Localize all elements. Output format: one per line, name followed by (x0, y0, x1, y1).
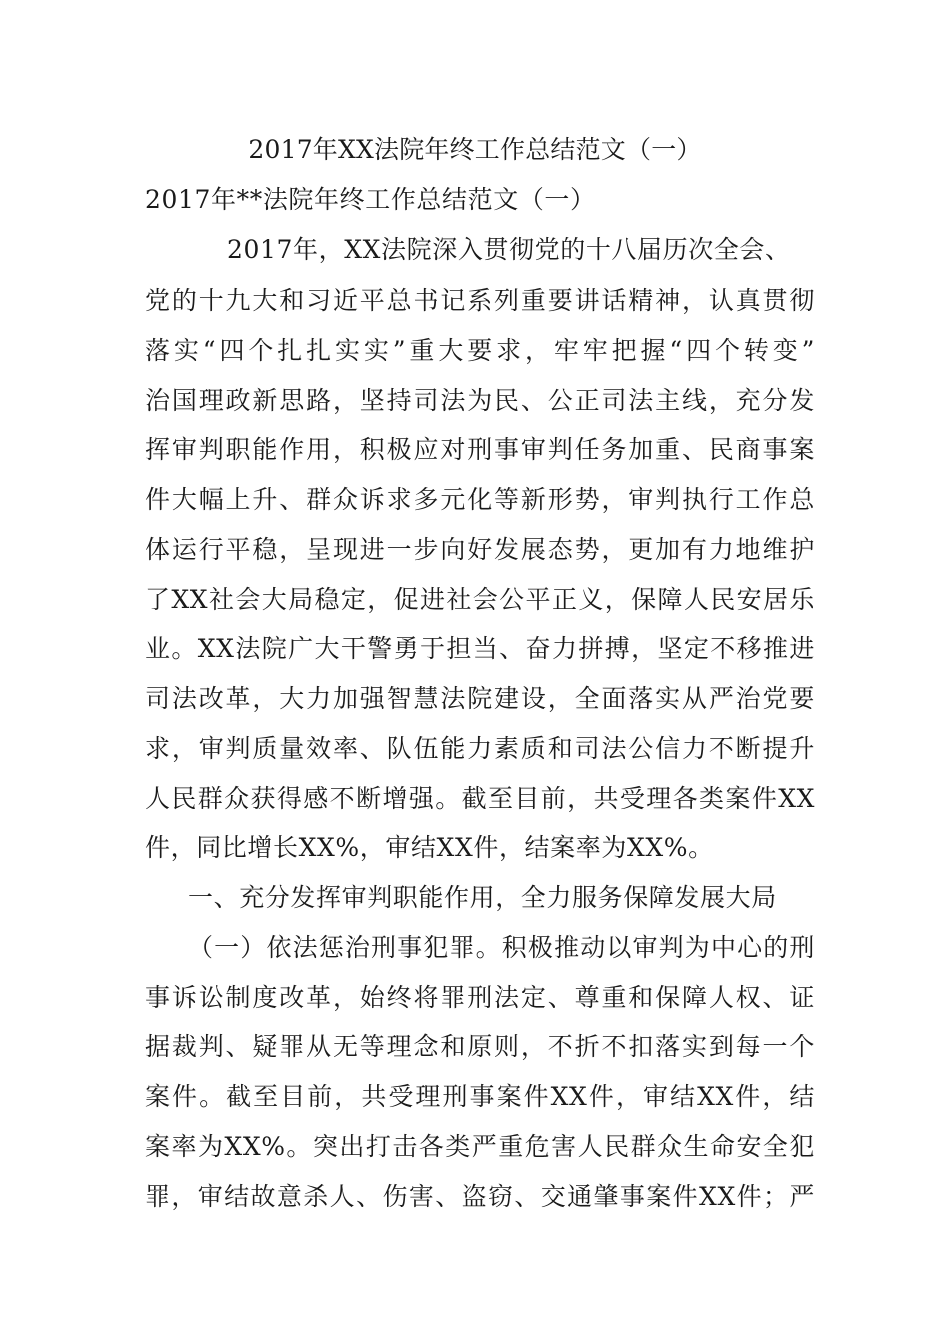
paragraph-line: （一）依法惩治刑事犯罪。积极推动以审判为中心的刑 (188, 933, 815, 962)
paragraph-line: 挥审判职能作用，积极应对刑事审判任务加重、民商事案 (145, 435, 815, 464)
paragraph-line: 案率为XX%。突出打击各类严重危害人民群众生命安全犯 (145, 1132, 815, 1161)
paragraph-line: 案件。截至目前，共受理刑事案件XX件，审结XX件，结 (145, 1082, 815, 1111)
paragraph-line: 罪，审结故意杀人、伤害、盗窃、交通肇事案件XX件；严 (145, 1182, 815, 1211)
paragraph-line: 体运行平稳，呈现进一步向好发展态势，更加有力地维护 (145, 535, 815, 564)
paragraph-line: 求，审判质量效率、队伍能力素质和司法公信力不断提升 (145, 734, 815, 763)
paragraph-line: 件大幅上升、群众诉求多元化等新形势，审判执行工作总 (145, 485, 815, 514)
section-heading: 一、充分发挥审判职能作用，全力服务保障发展大局 (188, 883, 777, 912)
paragraph-line: 件，同比增长XX%，审结XX件，结案率为XX%。 (145, 833, 714, 862)
paragraph-line: 党的十九大和习近平总书记系列重要讲话精神，认真贯彻 (145, 286, 815, 315)
paragraph-line: 司法改革，大力加强智慧法院建设，全面落实从严治党要 (145, 684, 815, 713)
paragraph-line: 事诉讼制度改革，始终将罪刑法定、尊重和保障人权、证 (145, 983, 815, 1012)
paragraph-line: 了XX社会大局稳定，促进社会公平正义，保障人民安居乐 (145, 585, 815, 614)
paragraph-line: 治国理政新思路，坚持司法为民、公正司法主线，充分发 (145, 386, 815, 415)
paragraph-line: 2017年，XX法院深入贯彻党的十八届历次全会、 (227, 235, 791, 264)
paragraph-line: 据裁判、疑罪从无等理念和原则，不折不扣落实到每一个 (145, 1032, 815, 1061)
document-subtitle: 2017年**法院年终工作总结范文（一） (145, 185, 596, 214)
paragraph-line: 业。XX法院广大干警勇于担当、奋力拼搏，坚定不移推进 (145, 634, 815, 663)
paragraph-line: 落实“四个扎扎实实”重大要求，牢牢把握“四个转变” (145, 336, 815, 365)
paragraph-line: 人民群众获得感不断增强。截至目前，共受理各类案件XX (145, 784, 815, 813)
document-title: 2017年XX法院年终工作总结范文（一） (248, 135, 702, 164)
